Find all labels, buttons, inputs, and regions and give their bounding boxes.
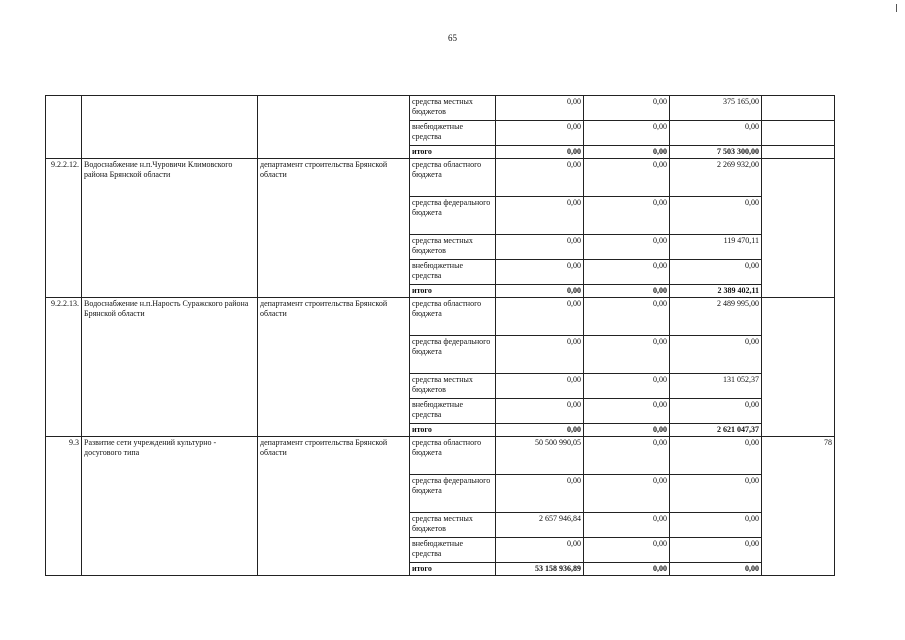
value-cell: 2 389 402,11 (670, 285, 762, 298)
value-cell: 0,00 (584, 437, 670, 475)
value-cell: 0,00 (670, 437, 762, 475)
table-row (46, 298, 835, 336)
extra-cell (762, 298, 835, 437)
value-cell: 0,00 (670, 399, 762, 424)
value-cell: 2 269 932,00 (670, 159, 762, 197)
value-cell: 0,00 (584, 513, 670, 538)
table-row (46, 96, 835, 121)
executor-cell: департамент строительства Брянской области (258, 437, 410, 576)
page-number: 65 (448, 33, 457, 43)
source-cell: средства областного бюджета (410, 437, 496, 475)
source-cell: средства областного бюджета (410, 298, 496, 336)
value-cell: 53 158 936,89 (496, 563, 584, 576)
value-cell: 0,00 (584, 121, 670, 146)
value-cell: 0,00 (496, 159, 584, 197)
source-cell: итого (410, 563, 496, 576)
extra-cell (762, 121, 835, 146)
value-cell: 2 621 047,37 (670, 424, 762, 437)
value-cell: 0,00 (670, 513, 762, 538)
value-cell: 0,00 (584, 563, 670, 576)
value-cell: 0,00 (670, 121, 762, 146)
code-cell (46, 96, 82, 159)
value-cell: 0,00 (584, 260, 670, 285)
value-cell: 119 470,11 (670, 235, 762, 260)
value-cell: 0,00 (496, 424, 584, 437)
value-cell: 0,00 (584, 399, 670, 424)
name-cell: Водоснабжение н.п.Нарость Суражского района Брянской области (82, 298, 258, 437)
code-cell: 9.3 (46, 437, 82, 576)
value-cell: 0,00 (584, 424, 670, 437)
code-cell: 9.2.2.13. (46, 298, 82, 437)
extra-cell (762, 96, 835, 121)
source-cell: средства местных бюджетов (410, 235, 496, 260)
executor-cell (258, 96, 410, 159)
value-cell: 0,00 (584, 197, 670, 235)
executor-cell: департамент строительства Брянской области (258, 159, 410, 298)
source-cell: итого (410, 424, 496, 437)
value-cell: 0,00 (670, 475, 762, 513)
value-cell: 0,00 (584, 374, 670, 399)
code-cell: 9.2.2.12. (46, 159, 82, 298)
extra-cell: 78 (762, 437, 835, 576)
value-cell: 0,00 (496, 285, 584, 298)
value-cell: 0,00 (584, 285, 670, 298)
value-cell: 0,00 (496, 475, 584, 513)
value-cell: 0,00 (584, 298, 670, 336)
table-body (46, 96, 835, 576)
value-cell: 0,00 (584, 235, 670, 260)
source-cell: итого (410, 146, 496, 159)
name-cell: Развитие сети учреждений культурно - досугового типа (82, 437, 258, 576)
value-cell: 0,00 (496, 146, 584, 159)
source-cell: средства федерального бюджета (410, 475, 496, 513)
table-row (46, 437, 835, 475)
source-cell: средства федерального бюджета (410, 197, 496, 235)
source-cell: внебюджетные средства (410, 260, 496, 285)
value-cell: 0,00 (496, 336, 584, 374)
source-cell: средства федерального бюджета (410, 336, 496, 374)
value-cell: 0,00 (584, 96, 670, 121)
source-cell: средства местных бюджетов (410, 374, 496, 399)
value-cell: 0,00 (496, 298, 584, 336)
value-cell: 131 052,37 (670, 374, 762, 399)
source-cell: итого (410, 285, 496, 298)
value-cell: 0,00 (496, 197, 584, 235)
value-cell: 50 500 990,05 (496, 437, 584, 475)
value-cell: 0,00 (584, 538, 670, 563)
source-cell: средства местных бюджетов (410, 513, 496, 538)
value-cell: 0,00 (670, 538, 762, 563)
value-cell: 0,00 (496, 399, 584, 424)
value-cell: 2 489 995,00 (670, 298, 762, 336)
value-cell: 0,00 (496, 374, 584, 399)
value-cell: 0,00 (584, 146, 670, 159)
source-cell: внебюджетные средства (410, 399, 496, 424)
value-cell: 0,00 (670, 197, 762, 235)
budget-table (45, 95, 835, 576)
name-cell: Водоснабжение н.п.Чуровичи Климовского района Брянской области (82, 159, 258, 298)
name-cell (82, 96, 258, 159)
value-cell: 0,00 (584, 475, 670, 513)
value-cell: 0,00 (496, 260, 584, 285)
source-cell: средства областного бюджета (410, 159, 496, 197)
executor-cell: департамент строительства Брянской области (258, 298, 410, 437)
value-cell: 375 165,00 (670, 96, 762, 121)
value-cell: 0,00 (496, 235, 584, 260)
source-cell: средства местных бюджетов (410, 96, 496, 121)
corner-mark (896, 4, 897, 12)
value-cell: 0,00 (670, 563, 762, 576)
value-cell: 0,00 (670, 336, 762, 374)
value-cell: 2 657 946,84 (496, 513, 584, 538)
source-cell: внебюджетные средства (410, 538, 496, 563)
value-cell: 0,00 (496, 121, 584, 146)
extra-cell (762, 146, 835, 159)
value-cell: 0,00 (584, 336, 670, 374)
value-cell: 0,00 (496, 96, 584, 121)
value-cell: 0,00 (496, 538, 584, 563)
value-cell: 7 503 300,00 (670, 146, 762, 159)
value-cell: 0,00 (670, 260, 762, 285)
source-cell: внебюджетные средства (410, 121, 496, 146)
value-cell: 0,00 (584, 159, 670, 197)
extra-cell (762, 159, 835, 298)
table-row (46, 159, 835, 197)
